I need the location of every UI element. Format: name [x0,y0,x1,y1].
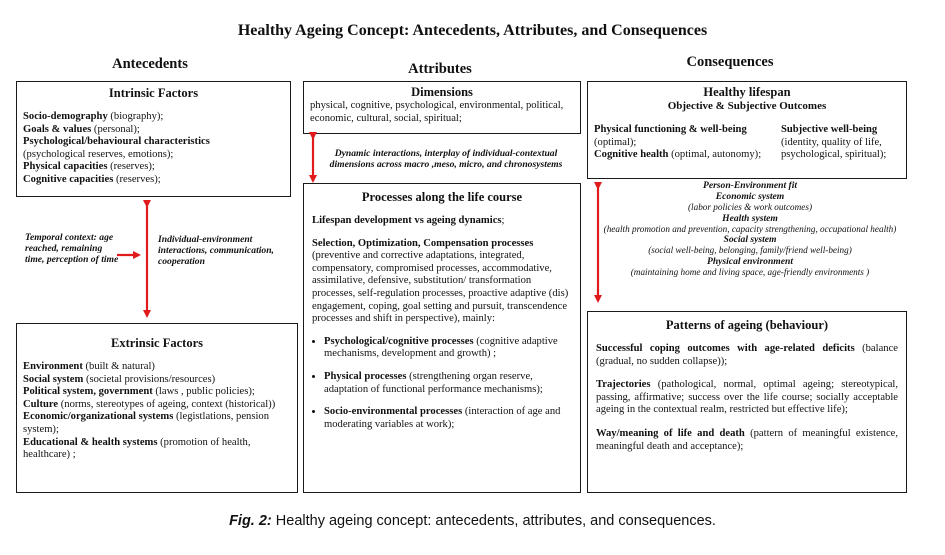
subjective-wellbeing-label: Subjective well-being [781,124,878,135]
column-heading-consequences: Consequences [686,54,774,70]
lifespan-development-label: Lifespan development vs ageing dynamics [312,215,502,226]
intrinsic-item-label: Physical capacities [23,161,108,173]
cognitive-health-text: (optimal, autonomy); [668,149,762,161]
intrinsic-item-text: (reserves); [113,173,161,185]
process-bullet-text: (strengthening organ reserve, adaptation of functional performance mechanisms); [324,370,543,395]
lifespan-development-end: ; [501,215,505,226]
process-bullet-label: Socio-environmental processes [324,406,463,418]
pe-fit-entry-heading: Physical environment [706,255,794,267]
process-bullet-text: (cognitive adaptive mechanisms, development and growth) ; [324,335,558,360]
patterns-of-ageing-heading: Patterns of ageing (behaviour) [665,318,829,332]
outcomes-subheading: Objective & Subjective Outcomes [667,100,827,112]
extrinsic-item-label: Political system, government [23,386,153,398]
processes-heading: Processes along the life course [361,190,523,204]
extrinsic-item-text: (legistlations, pension system); [23,411,270,435]
soc-processes-label: Selection, Optimization, Compensation processes [312,237,534,249]
intrinsic-item-text: (psychological reserves, emotions); [23,148,174,160]
extrinsic-item-text: (societal provisions/resources) [83,373,216,385]
healthy-lifespan-heading: Healthy lifespan [703,85,791,99]
intrinsic-item-label: Psychological/behavioural characteristics [23,136,210,148]
soc-processes-text: (preventive and corrective adaptations, integrated, compensatory, compromised processes, accommodative, assimilative, defensive, substitution/ transformation processes, self-regulation processes, proactive adaptive (dis) engagement, coping, goal setting and pursuit, transcendence processes and shift in perspective), mainly: [312,250,569,325]
extrinsic-item-text: (laws , public policies); [152,386,255,398]
intrinsic-item-text: (personal); [91,123,140,135]
physical-functioning-label: Physical functioning & well-being [594,124,747,135]
temporal-context-label: Temporal context: [25,232,97,243]
pe-fit-entry-heading: Economic system [715,191,785,202]
extrinsic-item-label: Culture [23,398,59,410]
temporal-context-text: age reached, remaining time, perception of time [25,232,119,265]
dimensions-text: physical, cognitive, psychological, environmental, political, economic, cultural, social, spiritual; [310,100,564,124]
column-heading-attributes: Attributes [408,61,472,77]
pe-fit-entry-text: (health promotion and prevention, capacity strengthening, occupational health) [603,223,897,234]
intrinsic-item-label: Socio-demography [23,111,108,122]
pe-fit-entry-text: (social well-being, belonging, family/friend well-being) [648,245,852,256]
intrinsic-item-text: (biography); [107,111,164,122]
pattern-item-label: Way/meaning of life and death [596,427,745,439]
intrinsic-item-label: Goals & values [23,123,92,135]
intrinsic-factors-heading: Intrinsic Factors [108,86,199,100]
process-bullet-label: Psychological/cognitive processes [324,335,474,347]
intrinsic-item-text: (reserves); [107,161,155,173]
extrinsic-item-label: Economic/organizational systems [23,411,174,423]
pattern-item-label: Successful coping outcomes with age-related deficits [596,343,855,354]
extrinsic-item-text: (norms, stereotypes of ageing, context (historical)) [58,398,276,410]
intrinsic-item-label: Cognitive capacities [23,173,114,185]
pattern-item-text: (pattern of meaningful existence, meaningful death and acceptance); [596,427,898,452]
extrinsic-item-label: Environment [23,361,83,372]
extrinsic-item-text: (promotion of health, healthcare) ; [23,436,251,461]
figure-caption-number: Fig. 2: [229,513,272,529]
pe-fit-entry-text: (maintaining home and living space, age-friendly environments ) [630,266,870,277]
subjective-wellbeing-text: (identity, quality of life, psychological, spiritual); [781,136,887,161]
pe-fit-entry-heading: Social system [723,234,777,246]
pattern-item-text: (pathological, normal, optimal ageing; stereotypical, passing, affirmative; success over the life course; socially acceptable ageing in the contextual realm, restricted but effective life); [596,379,898,416]
process-bullet-text: (interaction of age and moderating variables at work); [324,406,561,430]
extrinsic-item-label: Educational & health systems [23,436,158,448]
process-bullet-label: Physical processes [324,370,407,382]
pattern-item-text: (balance (gradual, no sudden collapse)); [596,343,898,367]
figure-title: Healthy Ageing Concept: Antecedents, Attributes, and Consequences [237,22,708,39]
individual-environment-interactions: Individual-environment interactions, communication, cooperation [158,234,274,267]
dynamic-interactions-note: Dynamic interactions, interplay of individual-contextual dimensions across macro ,meso, micro, and chronosystems [329,148,563,170]
cognitive-health-label: Cognitive health [594,149,669,161]
extrinsic-factors-heading: Extrinsic Factors [111,336,203,350]
physical-functioning-text: (optimal); [594,136,637,148]
dimensions-heading: Dimensions [411,85,473,99]
extrinsic-item-label: Social system [23,373,84,385]
figure-caption-text: Healthy ageing concept: antecedents, attributes, and consequences. [271,513,716,529]
pattern-item-label: Trajectories [596,379,651,391]
pe-fit-entry-heading: Health system [722,212,778,224]
column-heading-antecedents: Antecedents [112,56,188,72]
person-environment-fit-heading: Person-Environment fit [702,180,798,191]
pe-fit-entry-text: (labor policies & work outcomes) [687,202,812,212]
figure-caption [0,513,945,529]
extrinsic-item-text: (built & natural) [82,361,155,372]
